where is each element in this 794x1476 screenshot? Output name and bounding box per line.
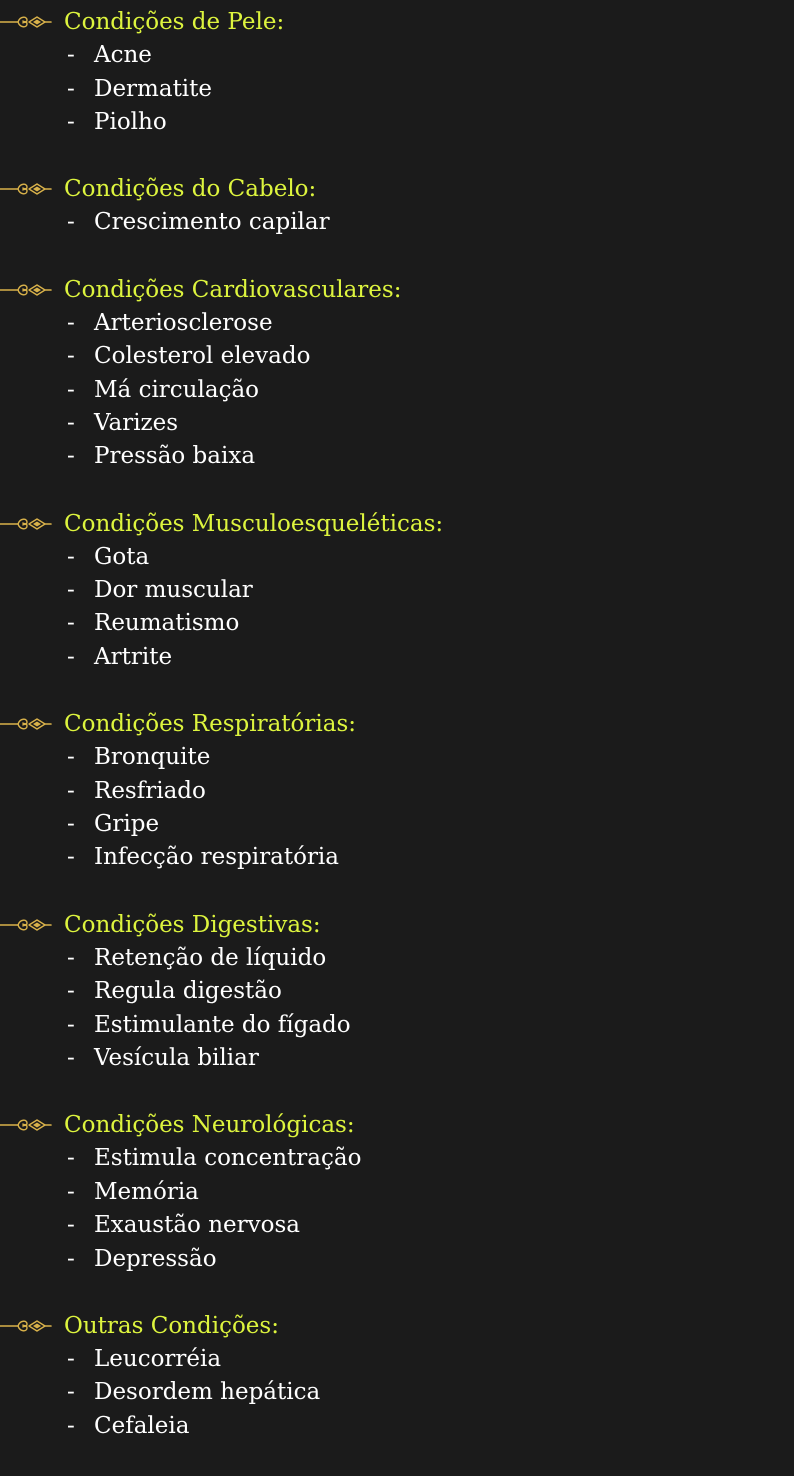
condition-item-label: Depressão — [94, 1245, 217, 1272]
section-header — [0, 273, 794, 307]
condition-item — [0, 39, 794, 72]
dash-bullet: - — [67, 309, 75, 336]
condition-item — [0, 1176, 794, 1209]
dash-bullet: - — [67, 409, 75, 436]
section-title: Condições Cardiovasculares: — [64, 276, 402, 303]
condition-section — [0, 507, 794, 675]
condition-section — [0, 5, 794, 139]
condition-item — [0, 1209, 794, 1242]
dash-bullet: - — [67, 343, 75, 370]
condition-item — [0, 340, 794, 373]
section-title: Condições Neurológicas: — [64, 1112, 355, 1139]
condition-item-label: Memória — [94, 1178, 199, 1205]
condition-item — [0, 1242, 794, 1275]
condition-item-label: Estimula concentração — [94, 1145, 362, 1172]
section-header — [0, 1309, 794, 1343]
flourish-arrow-icon — [0, 513, 52, 535]
dash-bullet: - — [67, 978, 75, 1005]
condition-item-label: Piolho — [94, 108, 167, 135]
condition-item — [0, 407, 794, 440]
flourish-arrow-icon — [0, 914, 52, 936]
condition-item — [0, 607, 794, 640]
section-title: Condições do Cabelo: — [64, 176, 317, 203]
condition-item — [0, 1008, 794, 1041]
dash-bullet: - — [67, 209, 75, 236]
condition-item-label: Vesícula biliar — [94, 1045, 259, 1071]
condition-item — [0, 574, 794, 607]
condition-items — [0, 1142, 794, 1276]
condition-section — [0, 172, 794, 239]
dash-bullet: - — [67, 610, 75, 637]
flourish-arrow-icon — [0, 178, 52, 200]
flourish-arrow-icon — [0, 1114, 52, 1136]
condition-item — [0, 641, 794, 674]
condition-item-label: Pressão baixa — [94, 443, 256, 470]
condition-item — [0, 440, 794, 473]
condition-item-label: Gripe — [94, 811, 160, 838]
condition-item-label: Crescimento capilar — [94, 209, 330, 236]
condition-item — [0, 106, 794, 139]
dash-bullet: - — [67, 1379, 75, 1406]
condition-items — [0, 942, 794, 1076]
condition-item — [0, 373, 794, 406]
section-header — [0, 707, 794, 741]
condition-item-label: Dermatite — [94, 75, 213, 102]
condition-item — [0, 1376, 794, 1409]
dash-bullet: - — [67, 777, 75, 804]
dash-bullet: - — [67, 443, 75, 470]
condition-item — [0, 72, 794, 105]
condition-section — [0, 1108, 794, 1276]
condition-item-label: Desordem hepática — [94, 1379, 321, 1406]
condition-item-label: Infecção respiratória — [94, 844, 340, 871]
section-header — [0, 5, 794, 39]
condition-item — [0, 774, 794, 807]
condition-item-label: Gota — [94, 543, 150, 570]
condition-item-label: Colesterol elevado — [94, 343, 311, 370]
condition-item — [0, 841, 794, 874]
conditions-list — [0, 5, 794, 1476]
condition-item-label: Leucorréia — [94, 1345, 222, 1372]
condition-section — [0, 908, 794, 1076]
condition-item-label: Retenção de líquido — [94, 944, 327, 971]
condition-item-label: Cefaleia — [94, 1412, 190, 1439]
dash-bullet: - — [67, 1245, 75, 1272]
condition-item-label: Regula digestão — [94, 978, 282, 1005]
condition-items — [0, 1343, 794, 1443]
condition-item-label: Exaustão nervosa — [94, 1212, 300, 1239]
condition-item-label: Acne — [94, 42, 152, 69]
condition-item-label: Resfriado — [94, 777, 206, 804]
condition-items — [0, 307, 794, 474]
condition-item-label: Estimulante do fígado — [94, 1011, 351, 1038]
condition-item-label: Arteriosclerose — [94, 309, 273, 336]
condition-section — [0, 1309, 794, 1443]
condition-item — [0, 1343, 794, 1376]
condition-item — [0, 1042, 794, 1075]
dash-bullet: - — [67, 1045, 75, 1071]
condition-item — [0, 206, 794, 239]
flourish-arrow-icon — [0, 11, 52, 33]
section-header — [0, 172, 794, 206]
condition-item — [0, 307, 794, 340]
condition-item-label: Reumatismo — [94, 610, 240, 637]
dash-bullet: - — [67, 744, 75, 771]
section-title: Condições Digestivas: — [64, 911, 321, 938]
dash-bullet: - — [67, 1345, 75, 1372]
section-title: Condições Respiratórias: — [64, 711, 357, 738]
condition-item — [0, 1142, 794, 1175]
dash-bullet: - — [67, 811, 75, 838]
condition-items — [0, 741, 794, 875]
dash-bullet: - — [67, 1412, 75, 1439]
dash-bullet: - — [67, 543, 75, 570]
dash-bullet: - — [67, 1011, 75, 1038]
section-header — [0, 1108, 794, 1142]
flourish-arrow-icon — [0, 713, 52, 735]
dash-bullet: - — [67, 42, 75, 69]
dash-bullet: - — [67, 1178, 75, 1205]
condition-item — [0, 541, 794, 574]
section-header — [0, 908, 794, 942]
condition-section — [0, 707, 794, 875]
section-title: Condições Musculoesqueléticas: — [64, 510, 444, 537]
dash-bullet: - — [67, 643, 75, 670]
dash-bullet: - — [67, 108, 75, 135]
dash-bullet: - — [67, 844, 75, 871]
condition-items — [0, 206, 794, 239]
condition-item-label: Varizes — [94, 409, 179, 436]
condition-item — [0, 975, 794, 1008]
dash-bullet: - — [67, 1212, 75, 1239]
condition-section — [0, 273, 794, 474]
condition-item-label: Bronquite — [94, 744, 211, 771]
dash-bullet: - — [67, 376, 75, 403]
dash-bullet: - — [67, 577, 75, 604]
flourish-arrow-icon — [0, 279, 52, 301]
condition-item — [0, 741, 794, 774]
dash-bullet: - — [67, 75, 75, 102]
condition-item — [0, 942, 794, 975]
dash-bullet: - — [67, 944, 75, 971]
condition-item-label: Má circulação — [94, 376, 260, 403]
condition-item — [0, 808, 794, 841]
flourish-arrow-icon — [0, 1315, 52, 1337]
section-title: Condições de Pele: — [64, 9, 285, 35]
condition-items — [0, 39, 794, 139]
dash-bullet: - — [67, 1145, 75, 1172]
condition-items — [0, 541, 794, 675]
section-title: Outras Condições: — [64, 1312, 279, 1339]
section-header — [0, 507, 794, 541]
condition-item — [0, 1410, 794, 1443]
condition-item-label: Dor muscular — [94, 577, 253, 604]
condition-item-label: Artrite — [94, 643, 173, 670]
